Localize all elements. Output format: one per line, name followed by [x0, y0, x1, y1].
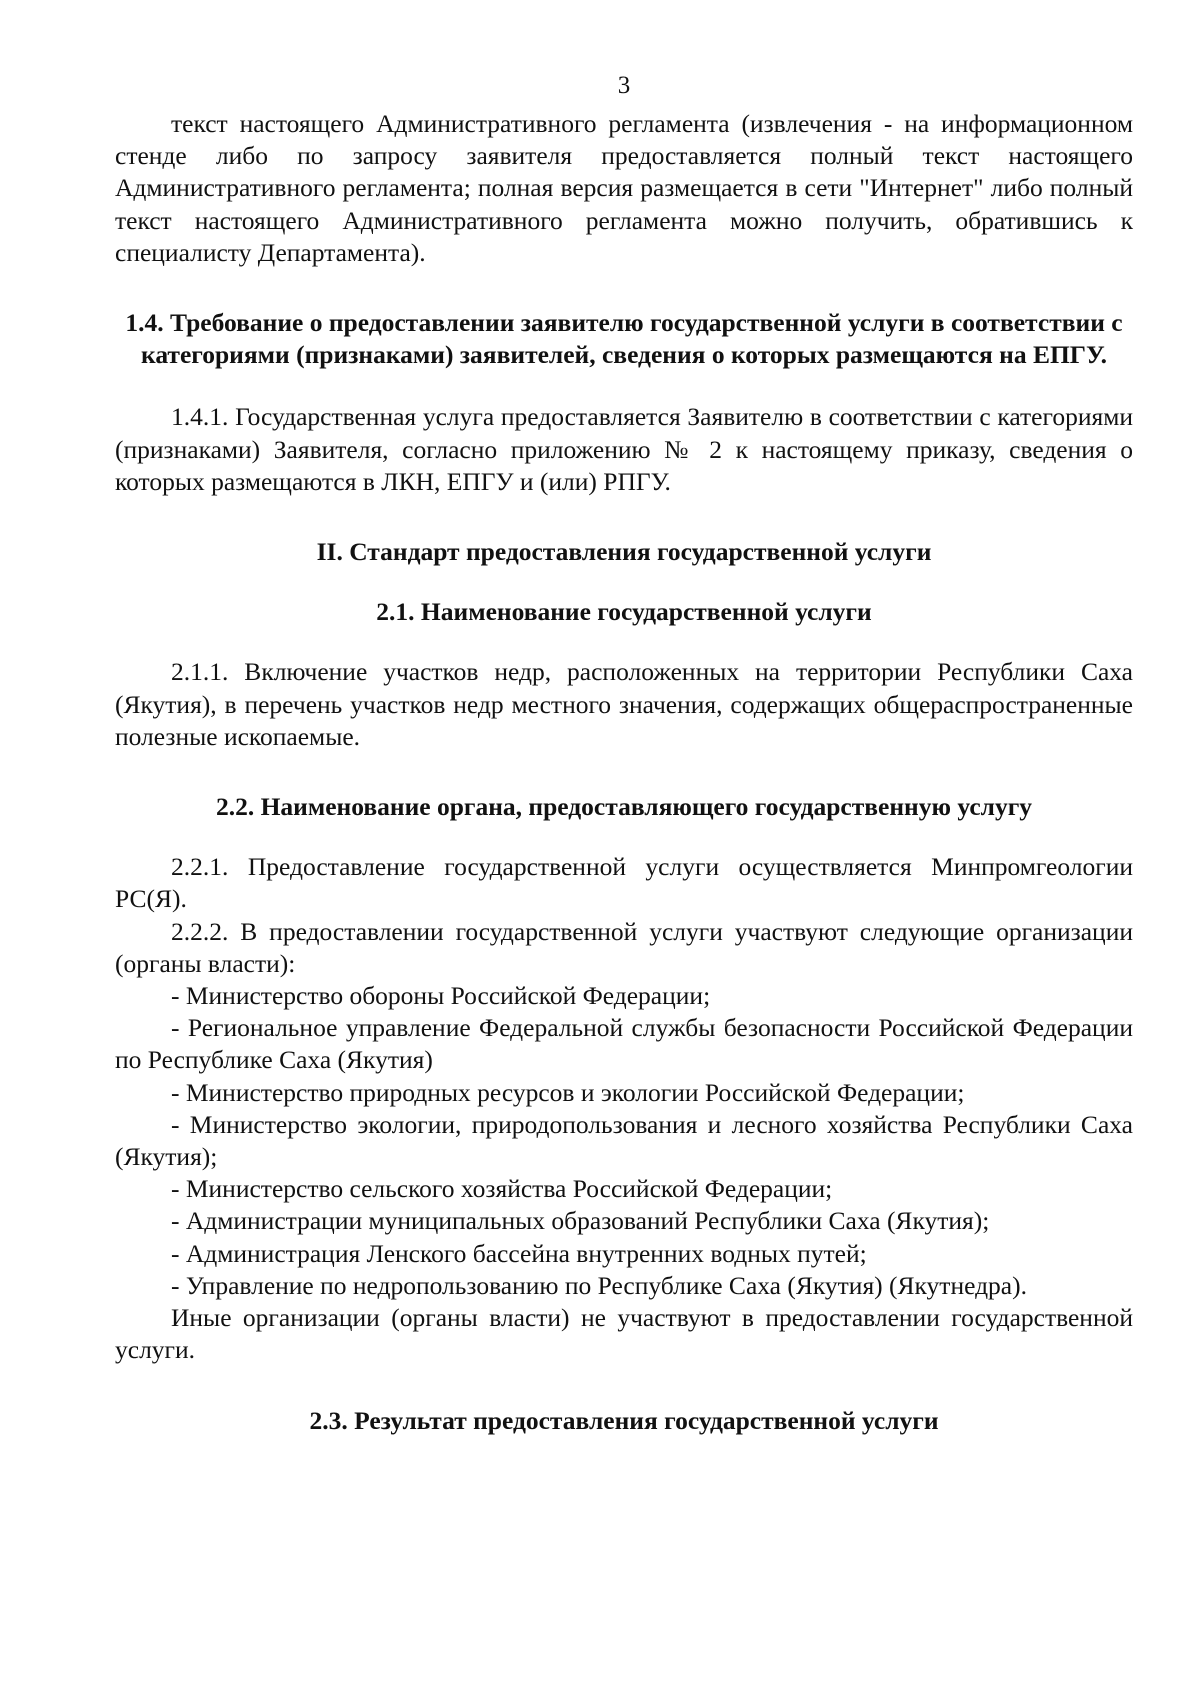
organization-item: - Министерство сельского хозяйства Российской Федерации;	[171, 1174, 833, 1204]
spacer	[115, 823, 1133, 851]
organization-item: - Администрация Ленского бассейна внутренних водных путей;	[171, 1238, 867, 1268]
organization-item: - Министерство экологии, природопользования и лесного хозяйства Республики Саха (Якутия);	[115, 1109, 1133, 1172]
section-II-heading: II. Стандарт предоставления государственной услуги	[316, 537, 932, 567]
section-2-1-heading: 2.1. Наименование государственной услуги	[376, 597, 872, 627]
spacer	[115, 269, 1133, 307]
paragraph-1-4-1: 1.4.1. Государственная услуга предоставляется Заявителю в соответствии с категориями (признаками) Заявителя, согласно приложению № 2 к настоящему приказу, сведения о которых размещаются в ЛКН, ЕПГУ и (или) РПГУ.	[115, 402, 1133, 496]
section-1-4-heading: 1.4. Требование о предоставлении заявителю государственной услуги в соответствии с категориями (признаками) заявителей, сведения о которых размещаются на ЕПГУ.	[125, 308, 1123, 370]
paragraph-2-2-2: 2.2.2. В предоставлении государственной услуги участвуют следующие организации (органы власти):	[115, 916, 1133, 978]
organization-item: - Министерство обороны Российской Федерации;	[171, 981, 711, 1011]
document-page	[115, 70, 1133, 1437]
section-2-3-heading: 2.3. Результат предоставления государственной услуги	[309, 1405, 939, 1435]
page-number: 3	[617, 72, 631, 99]
organization-item: - Администрации муниципальных образований Республики Саха (Якутия);	[171, 1206, 990, 1236]
section-2-2-heading: 2.2. Наименование органа, предоставляющего государственную услугу	[215, 792, 1033, 822]
paragraph-2-2-1: 2.2.1. Предоставление государственной услуги осуществляется Минпромгеологии РС(Я).	[115, 852, 1133, 914]
paragraph-2-1-1: 2.1.1. Включение участков недр, расположенных на территории Республики Саха (Якутия), в перечень участков недр местного значения, содержащих общераспространенные полезные ископаемые.	[115, 657, 1133, 751]
spacer	[115, 753, 1133, 791]
paragraph-2-2-closing: Иные организации (органы власти) не участвуют в предоставлении государственной услуги.	[115, 1303, 1133, 1365]
organization-item: - Управление по недропользованию по Республике Саха (Якутия) (Якутнедра).	[171, 1270, 1027, 1300]
spacer	[115, 1367, 1133, 1405]
organization-item: - Региональное управление Федеральной службы безопасности Российской Федерации по Республике Саха (Якутия)	[115, 1013, 1133, 1075]
intro-paragraph: текст настоящего Административного регламента (извлечения - на информационном стенде либо по запросу заявителя предоставляется полный текст настоящего Административного регламента; полная версия размещается в сети "Интернет" либо полный текст настоящего Административного регламента можно получить, обратившись к специалисту Департамента).	[115, 109, 1133, 267]
spacer	[115, 498, 1133, 536]
spacer	[115, 371, 1133, 401]
spacer	[115, 568, 1133, 596]
organization-item: - Министерство природных ресурсов и экологии Российской Федерации;	[171, 1077, 965, 1107]
spacer	[115, 628, 1133, 656]
